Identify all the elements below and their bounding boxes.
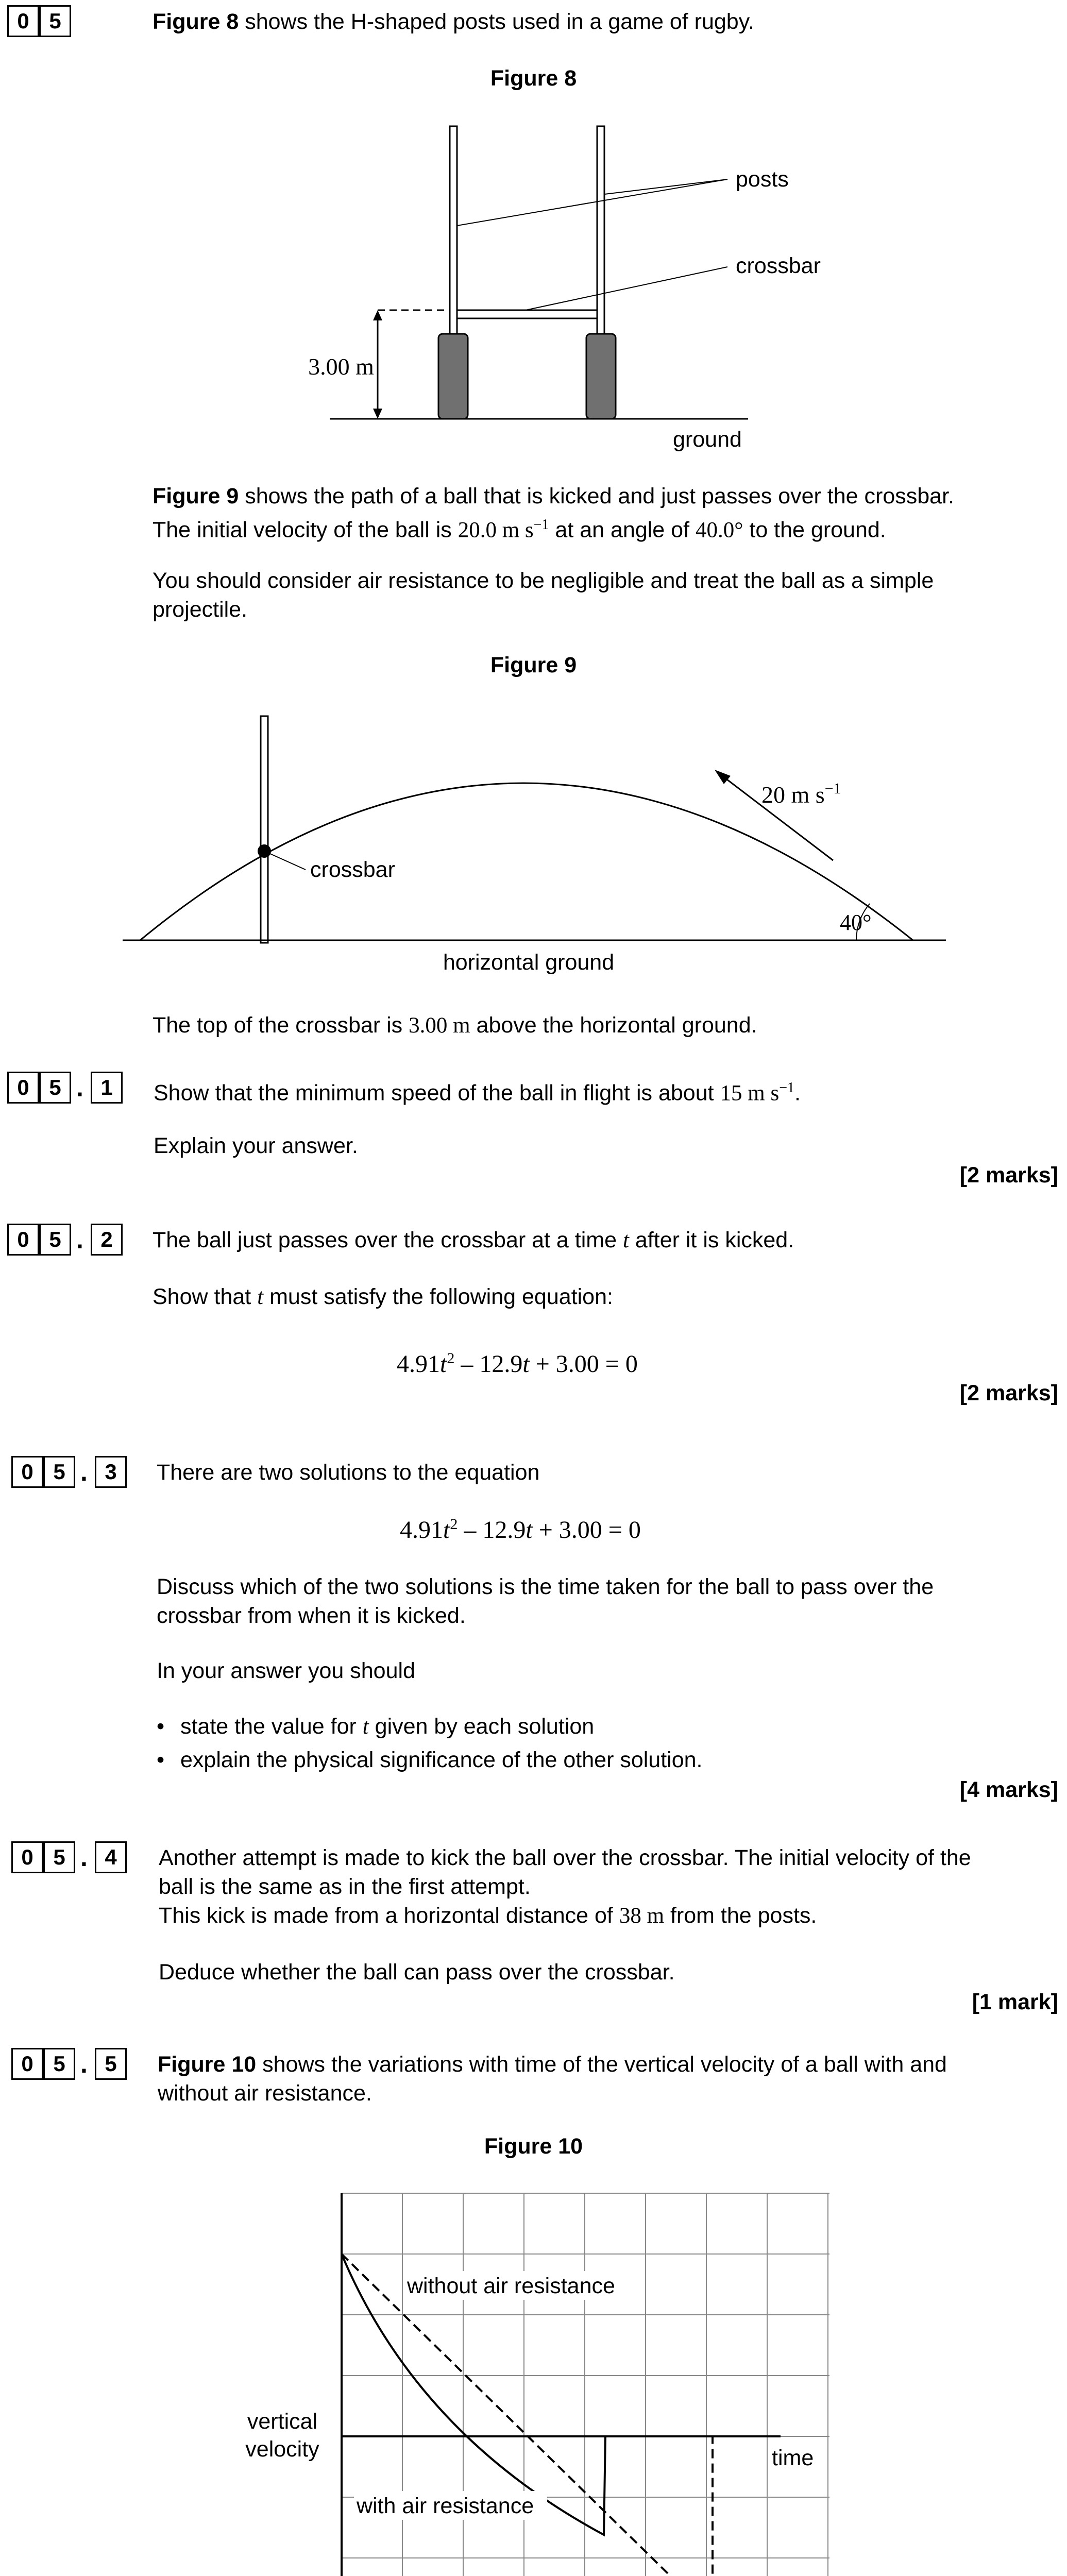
digit-box: 0: [7, 1072, 39, 1104]
q051-explain: Explain your answer.: [154, 1133, 358, 1158]
velocity-arrowhead: [715, 770, 731, 784]
q051-text: [154, 1074, 801, 1108]
text: must satisfy the following equation:: [263, 1284, 613, 1309]
text: from the posts.: [664, 1903, 817, 1928]
variable-t: t: [622, 1228, 629, 1252]
figure-10-graph: [0, 2179, 1067, 2576]
q055-text: [158, 2050, 1054, 2108]
x-axis-label: time: [772, 2446, 814, 2470]
figure-ref: Figure 8: [153, 9, 239, 34]
crossbar-leader: [264, 851, 306, 870]
figure-ref: Figure 10: [158, 2052, 257, 2077]
q053-discuss: [157, 1572, 1043, 1630]
angle-label: 40°: [840, 910, 872, 935]
right-post: [597, 126, 604, 350]
digit-box: 0: [7, 1224, 39, 1256]
digit-box: 2: [91, 1224, 123, 1256]
digit-box: 5: [43, 2048, 75, 2080]
eq-part: 4.91: [397, 1350, 440, 1378]
variable-t: t: [440, 1350, 447, 1378]
text: above the horizontal ground.: [470, 1013, 757, 1038]
text: Show that: [153, 1284, 258, 1309]
without-air-resistance-label: without air resistance: [407, 2274, 615, 2298]
q051-marks: [2 marks]: [959, 1163, 1058, 1188]
variable-t: t: [526, 1516, 533, 1544]
value: 40.0°: [695, 518, 743, 543]
posts-leader-2: [604, 179, 727, 194]
q052-marks: [2 marks]: [959, 1381, 1058, 1405]
para-line: [153, 482, 1028, 511]
text: after it is kicked.: [629, 1228, 794, 1252]
without-air-resistance-line: [342, 2254, 781, 2576]
q053-bullet-2: • explain the physical significance of the other solution.: [180, 1745, 703, 1774]
figure-9-description: [153, 482, 1028, 624]
para-line: [159, 1901, 1055, 1930]
figure-10-title: Figure 10: [484, 2134, 583, 2159]
q054-text: [159, 1843, 1055, 1930]
crossbar-height-note: [153, 1011, 757, 1040]
digit-box: 0: [11, 1841, 43, 1873]
variable-t: t: [257, 1285, 264, 1309]
text: state the value for: [180, 1714, 363, 1739]
figure-ref: Figure 9: [153, 484, 239, 509]
digit-box: 5: [39, 1072, 71, 1104]
y-axis-label-line-1: vertical: [247, 2409, 318, 2434]
arrowhead-up: [373, 310, 382, 320]
digit-box: 0: [7, 5, 39, 37]
digit-box: 5: [39, 1224, 71, 1256]
para-line: You should consider air resistance to be negligible and treat the ball as a simple: [153, 568, 934, 594]
digit-box: 1: [91, 1072, 123, 1104]
para-line: [158, 2050, 1054, 2079]
para-line: Discuss which of the two solutions is the time taken for the ball to pass over the: [157, 1574, 934, 1599]
eq-part: – 12.9: [458, 1516, 526, 1544]
height-label: 3.00 m: [308, 353, 374, 380]
with-air-resistance-label: with air resistance: [357, 2494, 534, 2518]
figure-9-title: Figure 9: [490, 653, 577, 677]
q053-equation: [400, 1516, 641, 1544]
y-axis-label-line-2: velocity: [245, 2437, 319, 2462]
text: to the ground.: [743, 517, 886, 543]
exponent: −1: [533, 517, 549, 533]
posts-label: posts: [736, 167, 789, 192]
para-line: projectile.: [153, 597, 248, 622]
eq-part: + 3.00 = 0: [532, 1516, 641, 1544]
left-post-pad: [438, 334, 468, 419]
para-line: Another attempt is made to kick the ball over the crossbar. The initial velocity of the: [159, 1845, 971, 1870]
dot: .: [76, 1225, 83, 1254]
variable-t: t: [522, 1350, 530, 1378]
intro-text: shows the H-shaped posts used in a game of rugby.: [239, 9, 754, 34]
exponent: 2: [447, 1350, 455, 1367]
text: The top of the crossbar is: [153, 1013, 409, 1038]
speed-label: [761, 780, 841, 808]
digit-box: 3: [95, 1456, 127, 1488]
value: 20.0 m s: [458, 518, 534, 543]
exponent: −1: [779, 1080, 794, 1096]
q052-text: [153, 1226, 794, 1255]
post: [261, 716, 268, 943]
eq-part: – 12.9: [454, 1350, 523, 1378]
crossbar: [457, 310, 597, 318]
crossbar-label: crossbar: [310, 857, 395, 882]
q052-show: [153, 1282, 613, 1312]
q053-should: In your answer you should: [157, 1658, 415, 1683]
dot: .: [80, 1843, 88, 1872]
para-line: [153, 511, 1028, 545]
variable-t: t: [443, 1516, 450, 1544]
text: This kick is made from a horizontal distance of: [159, 1903, 619, 1928]
dot: .: [80, 2049, 88, 2078]
posts-leader-1: [457, 179, 727, 226]
crossbar-leader: [526, 267, 727, 310]
left-post: [450, 126, 457, 350]
value: 38 m: [619, 1904, 665, 1928]
exponent: 2: [450, 1516, 458, 1533]
speed-value: 20 m s: [761, 782, 825, 808]
q053-marks: [4 marks]: [959, 1777, 1058, 1802]
text: at an angle of: [549, 517, 696, 543]
text: The initial velocity of the ball is: [153, 517, 458, 543]
ground-label: horizontal ground: [443, 950, 615, 975]
dot: .: [80, 1458, 88, 1486]
q054-deduce: Deduce whether the ball can pass over the crossbar.: [159, 1960, 675, 1985]
para-line: crossbar from when it is kicked.: [157, 1603, 466, 1628]
speed-exponent: −1: [824, 780, 841, 797]
q052-equation: [397, 1350, 638, 1378]
q053-bullet-1: [180, 1712, 594, 1741]
dot: .: [76, 1073, 83, 1102]
text: Show that the minimum speed of the ball in flight is about: [154, 1080, 720, 1106]
figure-8-diagram: [0, 118, 1067, 459]
text: shows the variations with time of the vertical velocity of a ball with and: [256, 2052, 947, 2077]
digit-box: 0: [11, 1456, 43, 1488]
text: shows the path of a ball that is kicked and just passes over the crossbar.: [239, 484, 954, 509]
q054-marks: [1 mark]: [972, 1990, 1058, 2014]
q053-text: There are two solutions to the equation: [157, 1460, 540, 1485]
text: The ball just passes over the crossbar at a time: [153, 1228, 623, 1252]
right-post-pad: [586, 334, 616, 419]
para-line: without air resistance.: [158, 2081, 372, 2106]
crossbar-label: crossbar: [736, 253, 821, 278]
variable-t: t: [362, 1715, 369, 1739]
figure-9-diagram: [0, 701, 1067, 989]
eq-part: 4.91: [400, 1516, 443, 1544]
para-line: ball is the same as in the first attempt.: [159, 1874, 531, 1899]
digit-box: 5: [43, 1456, 75, 1488]
text: given by each solution: [368, 1714, 595, 1739]
digit-box: 5: [43, 1841, 75, 1873]
ground-label: ground: [673, 427, 742, 452]
q05-intro: [153, 7, 754, 36]
value: 3.00 m: [409, 1013, 470, 1038]
eq-part: + 3.00 = 0: [529, 1350, 638, 1378]
digit-box: 5: [39, 5, 71, 37]
value: 15 m s: [720, 1081, 780, 1106]
digit-box: 4: [95, 1841, 127, 1873]
digit-box: 5: [95, 2048, 127, 2080]
text: .: [794, 1080, 801, 1106]
digit-box: 0: [11, 2048, 43, 2080]
figure-8-title: Figure 8: [490, 66, 577, 91]
arrowhead-down: [373, 409, 382, 419]
